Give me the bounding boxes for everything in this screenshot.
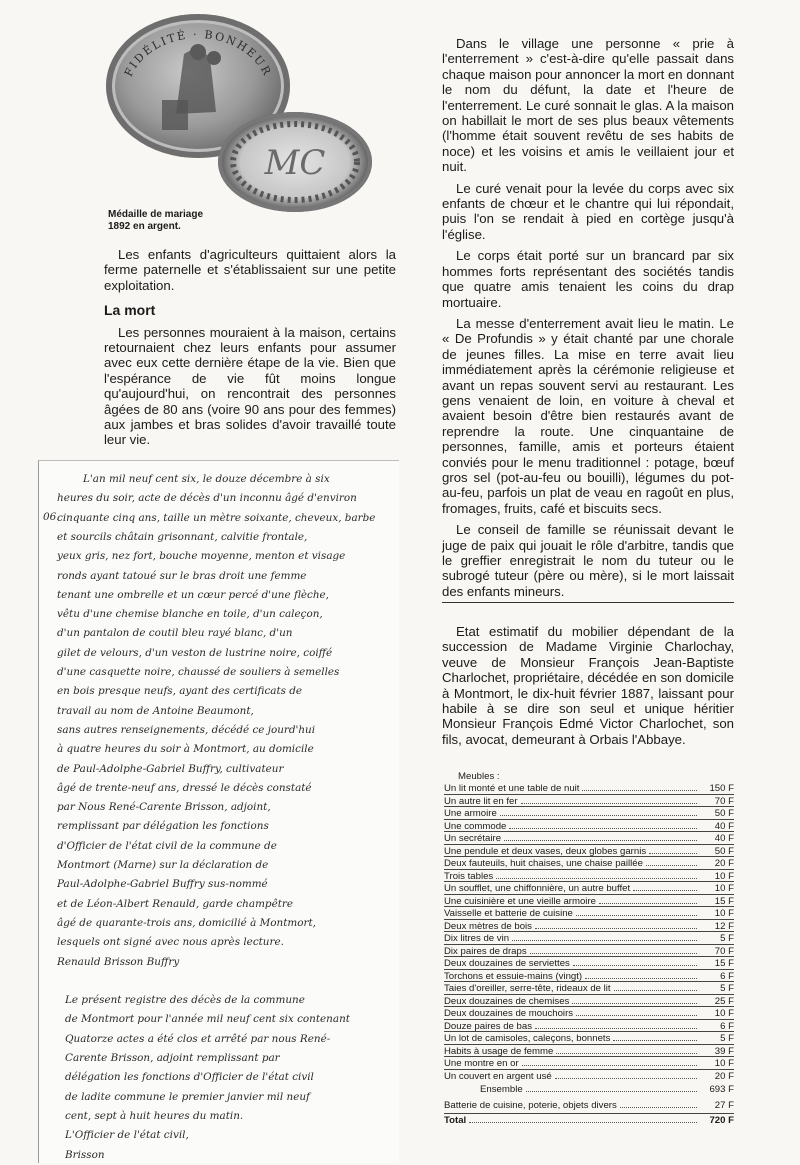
item-value: 15 F xyxy=(714,958,734,969)
item-value: 10 F xyxy=(714,908,734,919)
leader-dots xyxy=(633,882,697,891)
item-label: Une montre en or xyxy=(444,1058,519,1069)
leader-dots xyxy=(576,1007,697,1016)
item-label: Un couvert en argent usé xyxy=(444,1070,552,1082)
item-label: Une pendule et deux vases, deux globes garnis xyxy=(444,845,647,857)
item-value: 10 F xyxy=(714,1008,734,1019)
inventory-row xyxy=(444,844,734,857)
leader-dots xyxy=(521,795,697,804)
right-column-text xyxy=(442,36,734,605)
paragraph-procession: Le curé venait pour la levée du corps avec six enfants de chœur et le chantre qui lui répondait, puis l'on se rendait à pied en cortège jusqu'à l'église. xyxy=(442,180,734,242)
register-line: yeux gris, nez fort, bouche moyenne, menton et visage xyxy=(57,550,346,563)
leader-dots xyxy=(522,1057,697,1066)
inventory-row xyxy=(444,1056,734,1069)
figure-caption xyxy=(108,209,258,233)
item-label: Torchons et essuie-mains (vingt) xyxy=(444,970,583,982)
paragraph-mass: La messe d'enterrement avait lieu le matin. Le « De Profundis » y était chanté par une chorale de jeunes filles. La mise en terre avait lieu immédiatement après la cérémonie religieuse et avant un repas souvent servi au restaurant. Les gens venaient de loin, en voiture à cheval et avaient besoin d'être bien restaurés avant de reprendre la route. Une cinquantaine de personnes, famille, amis et porteurs étaient conviés pour le menu traditionnel : potage, bœuf gros sel (pot-au-feu ou bouilli), légumes du pot-au-feu, parfois un plat de veau en ragoût en plus, fromages, fruits, café et biscuits secs. xyxy=(442,315,734,516)
inventory-row xyxy=(444,831,734,844)
register-line: d'une casquette noire, chaussé de souliers à semelles xyxy=(57,666,340,678)
register-line: Montmort (Marne) sur la déclaration de xyxy=(57,859,269,871)
item-label: Un secrétaire xyxy=(444,833,502,844)
item-value: 20 F xyxy=(714,1070,734,1082)
register-line: de Montmort pour l'année mil neuf cent six contenant xyxy=(65,1013,350,1026)
extra-value: 27 F xyxy=(714,1099,734,1111)
section-divider xyxy=(442,602,734,603)
register-line: à quatre heures du soir à Montmort, au domicile xyxy=(57,743,314,756)
item-value: 15 F xyxy=(714,895,734,907)
inventory-row xyxy=(444,969,734,982)
register-line: cent, sept à huit heures du matin. xyxy=(65,1109,244,1122)
inventory-row xyxy=(444,782,734,794)
ensemble-value: 693 F xyxy=(709,1084,734,1095)
paragraph-coffin: Le corps était porté sur un brancard par six hommes forts représentant des sociétés tandis que quatre amis tenaient les coins du drap mortuaire. xyxy=(442,248,734,310)
register-line: L'an mil neuf cent six, le douze décembre à six xyxy=(83,473,330,485)
item-label: Douze paires de bas xyxy=(444,1020,532,1032)
register-line: sans autres renseignements, décédé ce jourd'hui xyxy=(57,723,316,736)
register-line: Le présent registre des décès de la commune xyxy=(65,994,305,1007)
leader-dots xyxy=(576,907,697,916)
inventory-heading: Meubles : xyxy=(458,771,500,782)
inventory-row xyxy=(444,794,734,807)
leader-dots xyxy=(500,807,697,816)
item-label: Taies d'oreiller, serre-tête, rideaux de lit xyxy=(444,983,611,994)
inventory-row xyxy=(444,894,734,907)
medal-back-image xyxy=(218,112,372,212)
item-label: Trois tables xyxy=(444,870,494,882)
inventory-row xyxy=(444,819,734,832)
item-value: 50 F xyxy=(714,808,734,819)
item-value: 6 F xyxy=(720,1020,734,1032)
register-line: tenant une ombrelle et un cœur percé d'une flèche, xyxy=(57,588,329,601)
item-label: Deux douzaines de chemises xyxy=(444,995,570,1007)
item-value: 70 F xyxy=(714,945,734,957)
leader-dots xyxy=(573,957,697,966)
leader-dots xyxy=(613,1032,697,1041)
item-label: Deux douzaines de serviettes xyxy=(444,958,570,969)
leader-dots xyxy=(469,1114,697,1123)
inventory-row xyxy=(444,931,734,944)
register-line: L'Officier de l'état civil, xyxy=(65,1129,189,1142)
section-heading-la-mort: La mort xyxy=(104,302,156,319)
item-value: 10 F xyxy=(714,883,734,894)
item-value: 5 F xyxy=(720,1033,734,1044)
item-label: Habits à usage de femme xyxy=(444,1045,554,1057)
paragraph-family-council: Le conseil de famille se réunissait devant le juge de paix qui jouait le rôle d'arbitre, tandis que le greffier enregistrait le nom du tuteur ou le subrogé tuteur (père ou mère), si le mort laissait des enfants mineurs. xyxy=(442,522,734,599)
leader-dots xyxy=(649,845,697,854)
inventory-row xyxy=(444,1044,734,1057)
register-line: vêtu d'une chemise blanche en toile, d'un caleçon, xyxy=(57,608,323,621)
leader-dots xyxy=(504,832,697,841)
item-label: Vaisselle et batterie de cuisine xyxy=(444,908,573,919)
register-line: d'un pantalon de coutil bleu rayé blanc, d'un xyxy=(57,627,293,640)
inventory-row xyxy=(444,1069,734,1082)
item-value: 10 F xyxy=(714,870,734,882)
medal-monogram: MC xyxy=(264,143,326,183)
paragraph-announcement: Dans le village une personne « prie à l'enterrement » c'est-à-dire qu'elle passait dans chaque maison pour annoncer la mort en donnant le nom du défunt, la date et l'heure de l'enterrement. Le curé sonnait le glas. A la maison on habillait le mort de ses plus beaux vêtements (l'homme était souvent revêtu de ses habits de noce) et les voisins et amis le veillaient jour et nuit. xyxy=(442,36,734,175)
register-line: par Nous René-Carente Brisson, adjoint, xyxy=(57,801,271,814)
leader-dots xyxy=(509,820,697,829)
item-label: Un autre lit en fer xyxy=(444,795,518,807)
leader-dots xyxy=(614,982,697,991)
inventory-row xyxy=(444,1031,734,1044)
inventory-list xyxy=(444,771,734,1126)
item-label: Une commode xyxy=(444,820,507,832)
register-line: de ladite commune le premier janvier mil neuf xyxy=(65,1090,310,1103)
death-register-scan xyxy=(38,460,399,1163)
item-label: Une armoire xyxy=(444,808,497,819)
item-value: 12 F xyxy=(714,920,734,932)
leader-dots xyxy=(512,932,697,941)
leader-dots xyxy=(526,1083,697,1092)
leader-dots xyxy=(535,1020,697,1029)
item-value: 20 F xyxy=(714,858,734,869)
register-line: en bois presque neufs, ayant des certificats de xyxy=(57,685,303,698)
inventory-row xyxy=(444,906,734,919)
total-label: Total xyxy=(444,1115,467,1126)
leader-dots xyxy=(555,1070,697,1079)
register-line: cinquante cinq ans, taille un mètre soixante, cheveux, barbe xyxy=(57,511,376,524)
register-line: délégation les fonctions d'Officier de l'état civil xyxy=(65,1071,314,1084)
item-label: Un soufflet, une chiffonnière, un autre buffet xyxy=(444,883,631,894)
inventory-total-row xyxy=(444,1113,734,1126)
inventory-row xyxy=(444,856,734,869)
left-column-text xyxy=(104,247,396,454)
inventory-ensemble-row xyxy=(444,1083,734,1095)
register-line: travail au nom de Antoine Beaumont, xyxy=(57,704,254,717)
item-value: 25 F xyxy=(714,995,734,1007)
leader-dots xyxy=(572,995,697,1004)
register-line: gilet de velours, d'un veston de lustrine noire, coiffé xyxy=(57,646,333,659)
inventory-row xyxy=(444,919,734,932)
item-value: 39 F xyxy=(714,1045,734,1057)
leader-dots xyxy=(582,782,697,791)
estimate-intro: Etat estimatif du mobilier dépendant de la succession de Madame Virginie Charlochay, veuve de Monsieur François Jean-Baptiste Charlochet, propriétaire, décédée en son domicile à Montmort, le dix-huit février 1887, laissant pour habile à se dire son seul et unique héritier Monsieur François Edmé Victor Charlochet, son fils, avocat, demeurant à Orbais l'Abbaye. xyxy=(442,624,734,747)
register-line: Brisson xyxy=(65,1148,105,1161)
item-value: 150 F xyxy=(709,783,734,794)
item-label: Deux fauteuils, huit chaises, une chaise paillée xyxy=(444,858,643,869)
item-value: 40 F xyxy=(714,833,734,844)
item-value: 10 F xyxy=(714,1058,734,1069)
leader-dots xyxy=(620,1099,697,1108)
ensemble-label: Ensemble xyxy=(480,1084,523,1095)
leader-dots xyxy=(556,1045,697,1054)
register-line: âgé de quarante-trois ans, domicilié à Montmort, xyxy=(57,916,316,929)
item-label: Un lit monté et une table de nuit xyxy=(444,783,580,794)
item-label: Un lot de camisoles, caleçons, bonnets xyxy=(444,1033,611,1044)
register-line: Quatorze actes a été clos et arrêté par nous René- xyxy=(65,1032,331,1045)
leader-dots xyxy=(646,857,697,866)
register-line: lesquels ont signé avec nous après lecture. xyxy=(57,936,284,949)
item-label: Dix paires de draps xyxy=(444,945,527,957)
inventory-row xyxy=(444,806,734,819)
total-value: 720 F xyxy=(709,1115,734,1126)
register-line: de Paul-Adolphe-Gabriel Buffry, cultivateur xyxy=(57,762,284,775)
intro-paragraph: Les enfants d'agriculteurs quittaient alors la ferme paternelle et s'établissaient sur une petite exploitation. xyxy=(104,247,396,293)
register-line: Carente Brisson, adjoint remplissant par xyxy=(65,1052,280,1064)
register-line: remplissant par délégation les fonctions xyxy=(57,820,269,833)
item-label: Deux douzaines de mouchoirs xyxy=(444,1008,574,1019)
inventory-row xyxy=(444,981,734,994)
inventory-extra-row xyxy=(444,1099,734,1111)
inventory-row xyxy=(444,956,734,969)
inventory-row xyxy=(444,994,734,1007)
extra-label: Batterie de cuisine, poterie, objets divers xyxy=(444,1099,617,1111)
register-line: âgé de trente-neuf ans, dressé le décès constaté xyxy=(57,781,312,794)
register-line: Paul-Adolphe-Gabriel Buffry sus-nommé xyxy=(57,878,268,891)
leader-dots xyxy=(530,945,697,954)
leader-dots xyxy=(585,970,697,979)
item-value: 5 F xyxy=(720,983,734,994)
item-label: Une cuisinière et une vieille armoire xyxy=(444,895,596,907)
leader-dots xyxy=(496,870,697,879)
register-line: et sourcils châtain grisonnant, calvitie frontale, xyxy=(57,530,308,543)
register-line: Renauld Brisson Buffry xyxy=(57,955,180,968)
register-line: d'Officier de l'état civil de la commune de xyxy=(57,839,277,852)
estimate-text xyxy=(442,624,734,753)
register-line: heures du soir, acte de décès d'un inconnu âgé d'environ xyxy=(57,492,357,505)
caption-line-2: 1892 en argent. xyxy=(108,221,181,232)
inventory-row xyxy=(444,869,734,882)
leader-dots xyxy=(535,920,697,929)
inventory-row xyxy=(444,1006,734,1019)
item-value: 6 F xyxy=(720,970,734,982)
register-margin-number: 06. xyxy=(43,511,60,523)
caption-line-1: Médaille de mariage xyxy=(108,209,204,220)
register-line: et de Léon-Albert Renauld, garde champêtre xyxy=(57,897,294,910)
leader-dots xyxy=(599,895,697,904)
item-value: 40 F xyxy=(714,820,734,832)
item-value: 5 F xyxy=(720,933,734,944)
item-label: Deux mètres de bois xyxy=(444,920,532,932)
inventory-row xyxy=(444,944,734,957)
item-label: Dix litres de vin xyxy=(444,933,510,944)
inventory-row xyxy=(444,881,734,894)
inventory-items xyxy=(444,782,734,1081)
medal-inscription: FIDÉLITÉ · BONHEUR xyxy=(121,27,275,79)
death-paragraph: Les personnes mouraient à la maison, certains retournaient chez leurs enfants pour assumer avec eux cette dernière étape de la vie. Bien que l'espérance de vie fût moins longue qu'aujourd'hui, on rencontrait des personnes âgées de 80 ans (voire 90 ans pour des femmes) aux jambes et bras solides d'avoir travaillé toute leur vie. xyxy=(104,324,396,448)
item-value: 70 F xyxy=(714,795,734,807)
medal-back-engraving xyxy=(218,112,372,212)
inventory-row xyxy=(444,1019,734,1032)
register-line: ronds ayant tatoué sur le bras droit une femme xyxy=(57,569,307,582)
item-value: 50 F xyxy=(714,845,734,857)
